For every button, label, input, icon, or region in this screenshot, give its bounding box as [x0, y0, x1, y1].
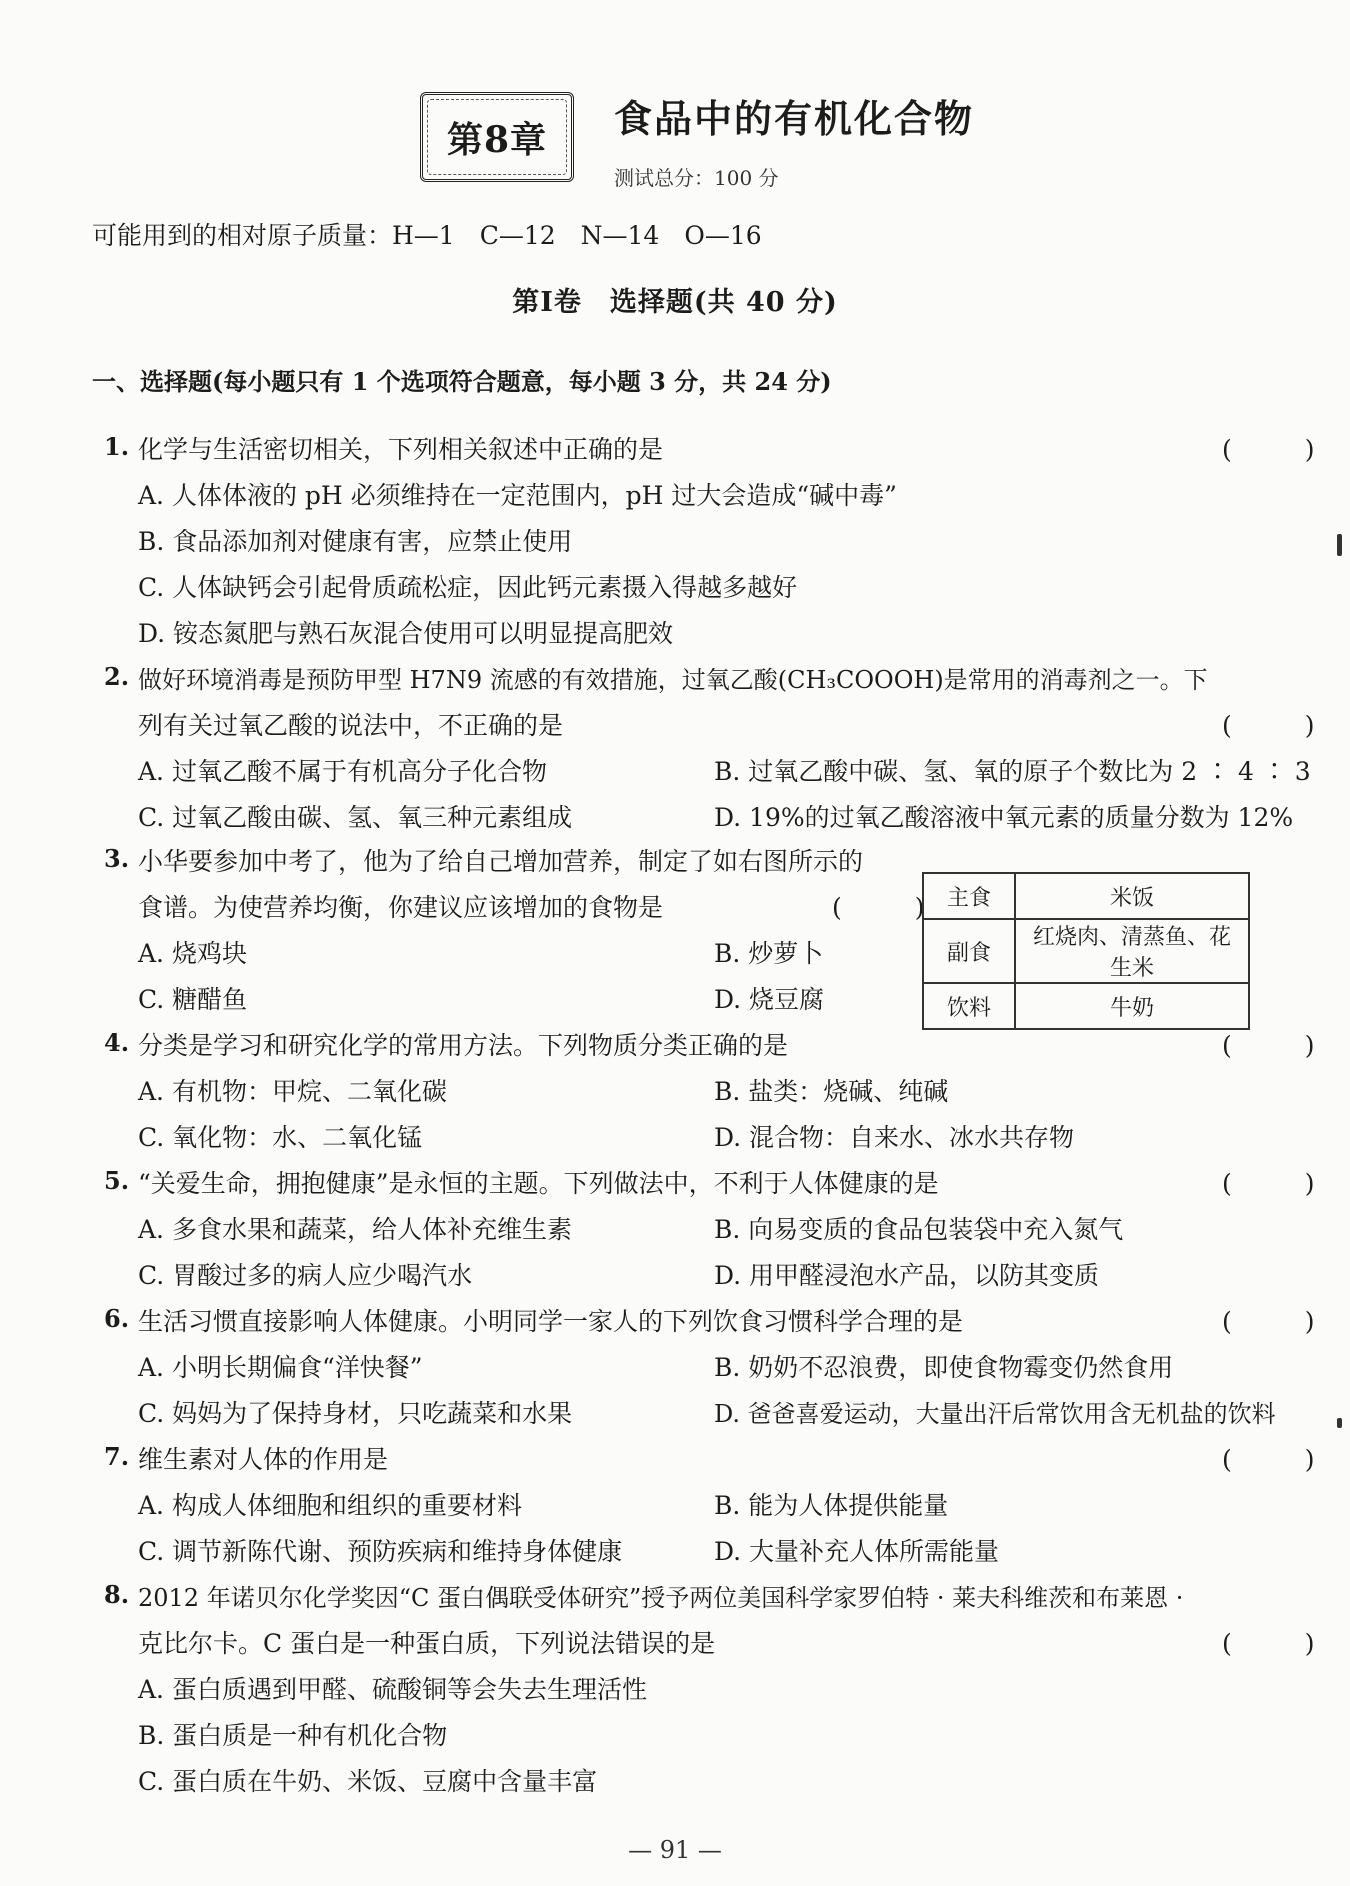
option: A. 人体体液的 pH 必须维持在一定范围内，pH 过大会造成“碱中毒”	[138, 481, 897, 510]
atomic-masses: 可能用到的相对原子质量：H—1 C—12 N—14 O—16	[92, 221, 762, 250]
question-stem: 小华要参加中考了，他为了给自己增加营养，制定了如右图所示的	[138, 847, 864, 876]
question-stem: 维生素对人体的作用是	[138, 1445, 389, 1474]
section-title: 第Ⅰ卷 选择题(共 40 分)	[512, 287, 838, 318]
option: A. 有机物：甲烷、二氧化碳	[138, 1077, 447, 1106]
table-cell-value: 米饭	[1015, 873, 1249, 919]
option: A. 蛋白质遇到甲醛、硫酸铜等会失去生理活性	[138, 1675, 647, 1704]
question-stem: 分类是学习和研究化学的常用方法。下列物质分类正确的是	[138, 1031, 789, 1060]
option: D. 大量补充人体所需能量	[714, 1537, 1000, 1566]
option: C. 蛋白质在牛奶、米饭、豆腐中含量丰富	[138, 1767, 598, 1796]
option: C. 过氧乙酸由碳、氢、氧三种元素组成	[138, 803, 573, 832]
question-stem: “关爱生命，拥抱健康”是永恒的主题。下列做法中，不利于人体健康的是	[138, 1169, 939, 1198]
answer-blank: ( )	[832, 893, 949, 922]
question-number: 3.	[104, 844, 130, 873]
question-number: 4.	[104, 1028, 130, 1057]
option: C. 氧化物：水、二氧化锰	[138, 1123, 423, 1152]
chapter-title: 食品中的有机化合物	[614, 96, 975, 141]
table-cell-key: 饮料	[923, 983, 1015, 1029]
table-cell-key: 主食	[923, 873, 1015, 919]
question-number: 8.	[104, 1580, 130, 1609]
option: B. 向易变质的食品包装袋中充入氮气	[714, 1215, 1124, 1244]
question-stem: 生活习惯直接影响人体健康。小明同学一家人的下列饮食习惯科学合理的是	[138, 1307, 964, 1336]
chapter-label: 第8章	[446, 118, 548, 161]
option: C. 糖醋鱼	[138, 985, 248, 1014]
option: D. 混合物：自来水、冰水共存物	[714, 1123, 1075, 1152]
option: D. 烧豆腐	[714, 985, 825, 1014]
option: A. 小明长期偏食“洋快餐”	[138, 1353, 423, 1382]
page-number: — 91 —	[628, 1836, 722, 1864]
table-row	[923, 983, 1249, 1029]
option: D. 用甲醛浸泡水产品，以防其变质	[714, 1261, 1100, 1290]
scan-edge-mark	[1337, 1418, 1342, 1428]
option: A. 烧鸡块	[138, 939, 247, 968]
question-stem: 化学与生活密切相关，下列相关叙述中正确的是	[138, 435, 664, 464]
question-stem: 做好环境消毒是预防甲型 H7N9 流感的有效措施，过氧乙酸(CH₃COOOH)是常用的消毒剂之一。下	[138, 666, 1208, 694]
answer-blank: ( )	[1222, 1629, 1339, 1658]
question-number: 7.	[104, 1442, 130, 1471]
question-number: 6.	[104, 1304, 130, 1333]
option: D. 19%的过氧乙酸溶液中氧元素的质量分数为 12%	[714, 803, 1294, 832]
option: B. 奶奶不忍浪费，即使食物霉变仍然食用	[714, 1353, 1174, 1382]
option: A. 构成人体细胞和组织的重要材料	[138, 1491, 522, 1520]
table-cell-value: 牛奶	[1015, 983, 1249, 1029]
option: C. 妈妈为了保持身材，只吃蔬菜和水果	[138, 1399, 573, 1428]
question-stem: 食谱。为使营养均衡，你建议应该增加的食物是	[138, 893, 664, 922]
option: D. 爸爸喜爱运动，大量出汗后常饮用含无机盐的饮料	[714, 1400, 1276, 1428]
option: C. 胃酸过多的病人应少喝汽水	[138, 1261, 473, 1290]
table-cell-value: 红烧肉、清蒸鱼、花生米	[1015, 919, 1249, 983]
option: B. 炒萝卜	[714, 939, 824, 968]
question-stem: 2012 年诺贝尔化学奖因“C 蛋白偶联受体研究”授予两位美国科学家罗伯特 · 莱夫科维茨和布莱恩 ·	[138, 1584, 1184, 1612]
answer-blank: ( )	[1222, 1307, 1339, 1336]
menu-table	[922, 872, 1250, 1030]
answer-blank: ( )	[1222, 1031, 1339, 1060]
answer-blank: ( )	[1222, 711, 1339, 740]
question-number: 5.	[104, 1166, 130, 1195]
table-cell-key: 副食	[923, 919, 1015, 983]
option: B. 盐类：烧碱、纯碱	[714, 1077, 949, 1106]
question-stem: 列有关过氧乙酸的说法中，不正确的是	[138, 711, 564, 740]
option: B. 蛋白质是一种有机化合物	[138, 1721, 448, 1750]
option: B. 能为人体提供能量	[714, 1491, 949, 1520]
question-number: 2.	[104, 662, 130, 691]
option: A. 过氧乙酸不属于有机高分子化合物	[138, 757, 547, 786]
option: B. 过氧乙酸中碳、氢、氧的原子个数比为 2 ∶ 4 ∶ 3	[714, 757, 1311, 786]
scan-edge-mark	[1337, 534, 1342, 556]
option: C. 人体缺钙会引起骨质疏松症，因此钙元素摄入得越多越好	[138, 573, 798, 602]
question-stem: 克比尔卡。C 蛋白是一种蛋白质，下列说法错误的是	[138, 1629, 716, 1658]
answer-blank: ( )	[1222, 1169, 1339, 1198]
option: C. 调节新陈代谢、预防疾病和维持身体健康	[138, 1537, 623, 1566]
question-number: 1.	[104, 432, 130, 461]
option: B. 食品添加剂对健康有害，应禁止使用	[138, 527, 573, 556]
total-score: 测试总分：100 分	[614, 166, 779, 190]
table-row	[923, 919, 1249, 983]
option: D. 铵态氮肥与熟石灰混合使用可以明显提高肥效	[138, 619, 674, 648]
answer-blank: ( )	[1222, 1445, 1339, 1474]
part-title: 一、选择题(每小题只有 1 个选项符合题意，每小题 3 分，共 24 分)	[92, 367, 832, 396]
table-row	[923, 873, 1249, 919]
answer-blank: ( )	[1222, 435, 1339, 464]
chapter-badge	[420, 92, 574, 182]
option: A. 多食水果和蔬菜，给人体补充维生素	[138, 1215, 572, 1244]
